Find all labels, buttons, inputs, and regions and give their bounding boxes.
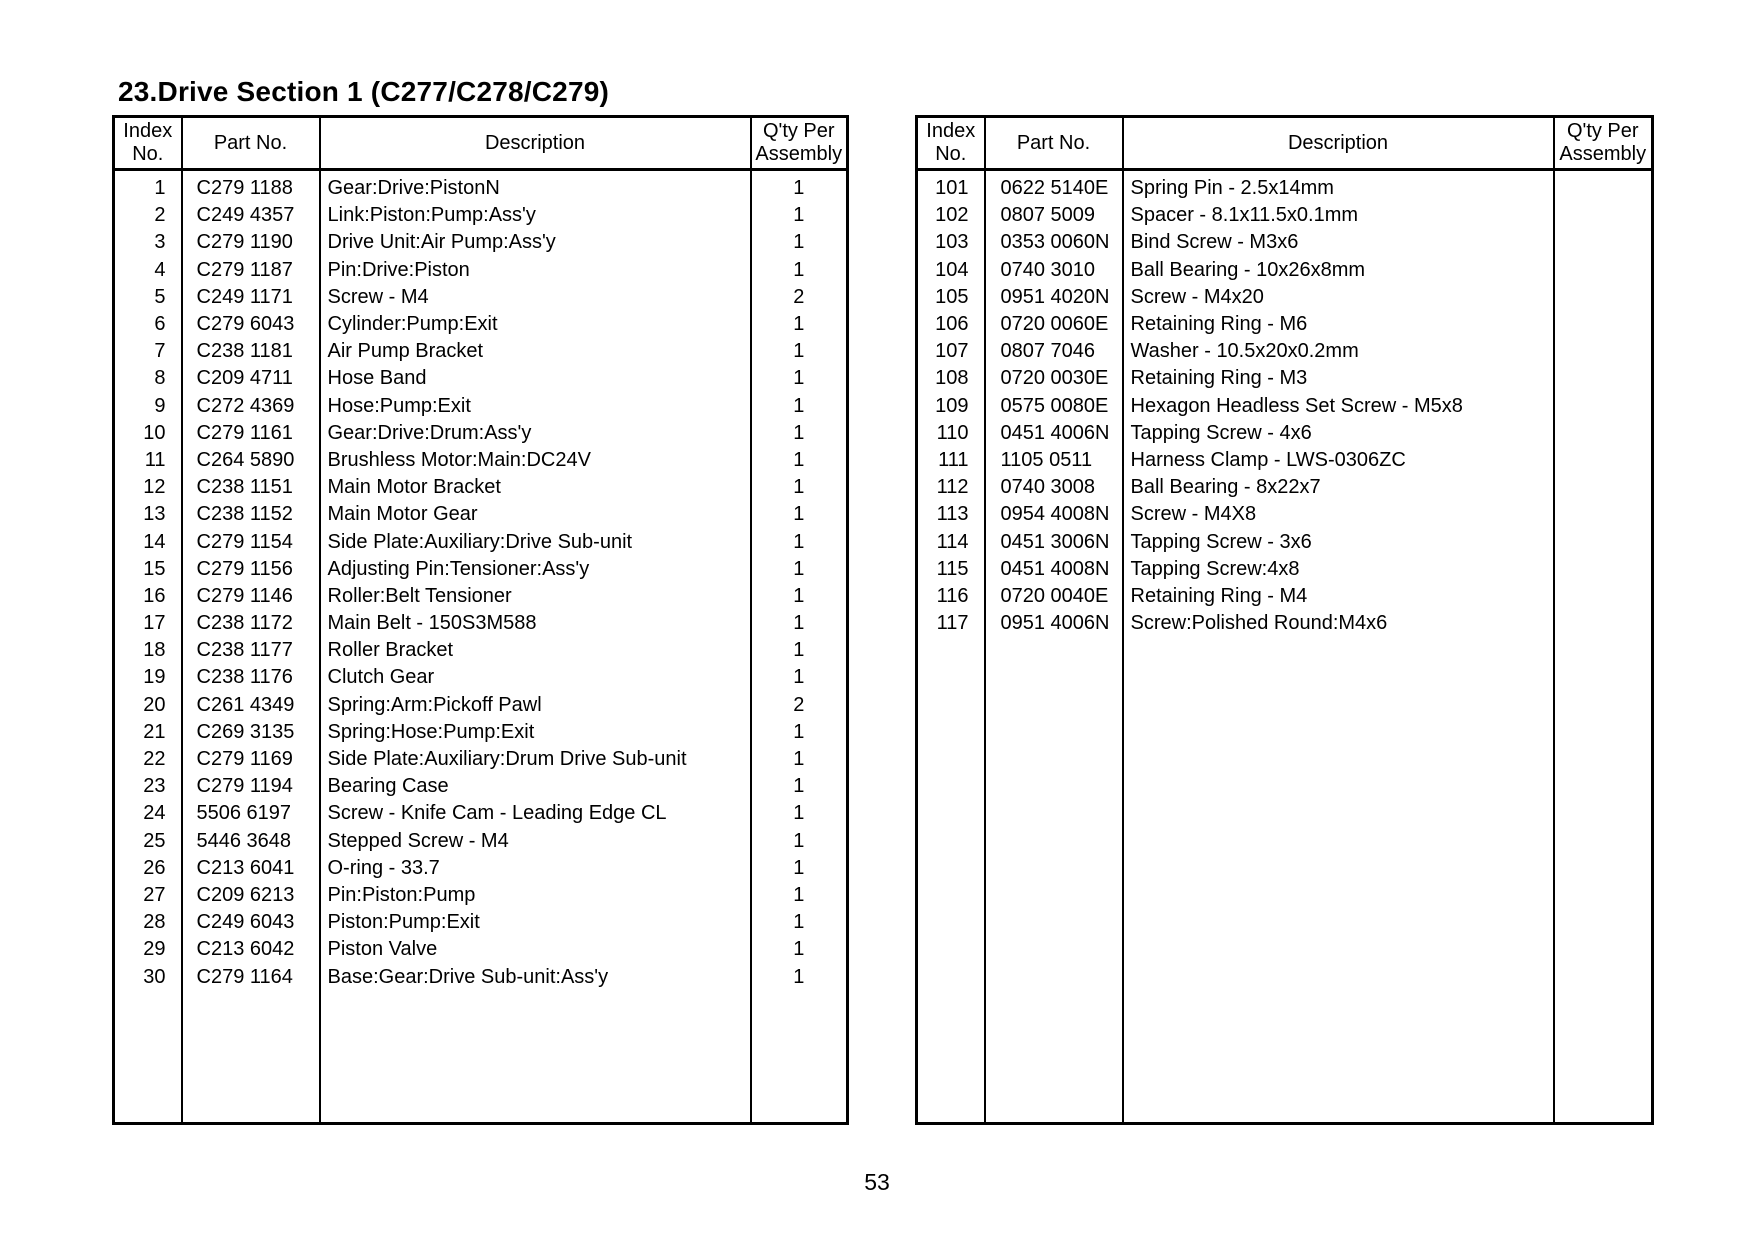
- qty-cell: 1: [751, 257, 848, 284]
- table-row: [114, 338, 848, 365]
- index-cell: 10: [143, 421, 166, 444]
- part-no-cell: 5446 3648: [182, 828, 320, 855]
- qty-cell: [1554, 311, 1653, 338]
- part-no-cell: C279 1154: [182, 528, 320, 555]
- table-row: [114, 637, 848, 664]
- description-cell: O-ring - 33.7: [320, 855, 751, 882]
- qty-cell: [1554, 556, 1653, 583]
- index-cell: 107: [935, 340, 969, 363]
- table-row: [114, 170, 848, 203]
- part-no-cell: C279 1190: [182, 229, 320, 256]
- part-no-cell: 0451 4006N: [985, 420, 1123, 447]
- table-filler-row: [917, 637, 1653, 1123]
- qty-cell: 1: [751, 936, 848, 963]
- table-row: [114, 828, 848, 855]
- part-no-cell: 5506 6197: [182, 800, 320, 827]
- description-cell: Screw - M4x20: [1123, 284, 1554, 311]
- index-cell: 3: [154, 231, 166, 254]
- index-cell: 24: [143, 802, 166, 825]
- parts-table-left: [112, 115, 849, 1125]
- description-cell: Spring Pin - 2.5x14mm: [1123, 170, 1554, 203]
- index-cell: 102: [935, 204, 969, 227]
- description-cell: Screw - M4: [320, 284, 751, 311]
- index-cell: 19: [143, 666, 166, 689]
- part-no-cell: C279 1194: [182, 773, 320, 800]
- index-cell: 109: [935, 394, 969, 417]
- index-cell: 2: [154, 204, 166, 227]
- index-cell: 18: [143, 639, 166, 662]
- table-row: [917, 583, 1653, 610]
- part-no-cell: 0451 3006N: [985, 528, 1123, 555]
- description-cell: Adjusting Pin:Tensioner:Ass'y: [320, 556, 751, 583]
- part-no-cell: C279 1188: [182, 170, 320, 203]
- header-part-no: Part No.: [182, 117, 320, 170]
- qty-cell: 1: [751, 311, 848, 338]
- table-row: [114, 882, 848, 909]
- part-no-cell: C279 1156: [182, 556, 320, 583]
- table-row: [917, 610, 1653, 637]
- index-cell: 5: [154, 285, 166, 308]
- index-cell: 113: [936, 503, 969, 526]
- index-cell: 15: [143, 557, 166, 580]
- index-cell: 29: [143, 938, 166, 961]
- description-cell: Brushless Motor:Main:DC24V: [320, 447, 751, 474]
- table-row: [917, 284, 1653, 311]
- table-row: [114, 909, 848, 936]
- qty-cell: 1: [751, 501, 848, 528]
- part-no-cell: 0951 4006N: [985, 610, 1123, 637]
- part-no-cell: 0720 0040E: [985, 583, 1123, 610]
- empty-cell: [320, 991, 751, 1124]
- table-header-row: [917, 117, 1653, 170]
- index-cell: 104: [935, 258, 969, 281]
- qty-cell: 1: [751, 746, 848, 773]
- qty-cell: [1554, 365, 1653, 392]
- index-cell: 108: [935, 367, 969, 390]
- qty-cell: 1: [751, 855, 848, 882]
- index-cell: 117: [936, 612, 969, 635]
- table-row: [917, 393, 1653, 420]
- qty-cell: 1: [751, 365, 848, 392]
- table-row: [917, 311, 1653, 338]
- description-cell: Tapping Screw - 3x6: [1123, 528, 1554, 555]
- index-cell: 21: [143, 720, 166, 743]
- description-cell: Bearing Case: [320, 773, 751, 800]
- qty-cell: [1554, 393, 1653, 420]
- part-no-cell: C269 3135: [182, 719, 320, 746]
- index-cell: 26: [143, 856, 166, 879]
- qty-cell: [1554, 474, 1653, 501]
- empty-cell: [182, 991, 320, 1124]
- qty-cell: [1554, 170, 1653, 203]
- index-cell: 101: [935, 177, 969, 200]
- index-cell: 17: [143, 612, 166, 635]
- table-row: [114, 556, 848, 583]
- part-no-cell: C279 1169: [182, 746, 320, 773]
- description-cell: Harness Clamp - LWS-0306ZC: [1123, 447, 1554, 474]
- index-cell: 9: [154, 394, 166, 417]
- table-row: [114, 610, 848, 637]
- description-cell: Side Plate:Auxiliary:Drum Drive Sub-unit: [320, 746, 751, 773]
- table-row: [917, 338, 1653, 365]
- index-cell: 114: [936, 530, 969, 553]
- description-cell: Pin:Drive:Piston: [320, 257, 751, 284]
- description-cell: Retaining Ring - M4: [1123, 583, 1554, 610]
- qty-cell: 1: [751, 773, 848, 800]
- table-row: [917, 528, 1653, 555]
- index-cell: 23: [143, 775, 166, 798]
- part-no-cell: 0575 0080E: [985, 393, 1123, 420]
- qty-cell: 1: [751, 420, 848, 447]
- table-row: [114, 746, 848, 773]
- description-cell: Retaining Ring - M3: [1123, 365, 1554, 392]
- index-cell: 27: [143, 883, 166, 906]
- qty-cell: 1: [751, 474, 848, 501]
- qty-cell: [1554, 284, 1653, 311]
- qty-cell: 1: [751, 338, 848, 365]
- parts-table-right: [915, 115, 1654, 1125]
- description-cell: Stepped Screw - M4: [320, 828, 751, 855]
- part-no-cell: C272 4369: [182, 393, 320, 420]
- description-cell: Link:Piston:Pump:Ass'y: [320, 202, 751, 229]
- empty-cell: [1123, 637, 1554, 1123]
- description-cell: Spring:Arm:Pickoff Pawl: [320, 692, 751, 719]
- description-cell: Hose Band: [320, 365, 751, 392]
- qty-cell: [1554, 501, 1653, 528]
- index-cell: 112: [936, 476, 969, 499]
- empty-cell: [751, 991, 848, 1124]
- part-no-cell: 0353 0060N: [985, 229, 1123, 256]
- table-row: [114, 963, 848, 990]
- table-row: [114, 936, 848, 963]
- part-no-cell: 0807 7046: [985, 338, 1123, 365]
- qty-cell: 2: [751, 692, 848, 719]
- table-row: [114, 420, 848, 447]
- description-cell: Roller:Belt Tensioner: [320, 583, 751, 610]
- description-cell: Spring:Hose:Pump:Exit: [320, 719, 751, 746]
- index-cell: 30: [143, 965, 166, 988]
- qty-cell: 1: [751, 800, 848, 827]
- table-row: [114, 284, 848, 311]
- empty-cell: [985, 637, 1123, 1123]
- description-cell: Side Plate:Auxiliary:Drive Sub-unit: [320, 528, 751, 555]
- index-cell: 28: [143, 911, 166, 934]
- table-row: [917, 556, 1653, 583]
- description-cell: Retaining Ring - M6: [1123, 311, 1554, 338]
- qty-cell: 1: [751, 583, 848, 610]
- qty-cell: 2: [751, 284, 848, 311]
- description-cell: Piston Valve: [320, 936, 751, 963]
- qty-cell: [1554, 528, 1653, 555]
- qty-cell: [1554, 202, 1653, 229]
- description-cell: Tapping Screw:4x8: [1123, 556, 1554, 583]
- description-cell: Air Pump Bracket: [320, 338, 751, 365]
- description-cell: Gear:Drive:Drum:Ass'y: [320, 420, 751, 447]
- index-cell: 4: [154, 258, 166, 281]
- part-no-cell: C249 6043: [182, 909, 320, 936]
- qty-cell: 1: [751, 170, 848, 203]
- empty-cell: [1554, 637, 1653, 1123]
- part-no-cell: C279 1164: [182, 963, 320, 990]
- part-no-cell: C279 1146: [182, 583, 320, 610]
- table-filler-row: [114, 991, 848, 1124]
- part-no-cell: C238 1152: [182, 501, 320, 528]
- part-no-cell: C238 1176: [182, 664, 320, 691]
- part-no-cell: C238 1181: [182, 338, 320, 365]
- index-cell: 25: [143, 829, 166, 852]
- header-index: Index No.: [114, 117, 182, 170]
- description-cell: Pin:Piston:Pump: [320, 882, 751, 909]
- part-no-cell: C209 4711: [182, 365, 320, 392]
- qty-cell: [1554, 229, 1653, 256]
- index-cell: 111: [938, 448, 969, 471]
- table-row: [114, 202, 848, 229]
- index-cell: 106: [935, 313, 969, 336]
- part-no-cell: C249 1171: [182, 284, 320, 311]
- qty-cell: 1: [751, 556, 848, 583]
- table-row: [114, 447, 848, 474]
- index-cell: 110: [936, 421, 969, 444]
- description-cell: Washer - 10.5x20x0.2mm: [1123, 338, 1554, 365]
- header-description: Description: [1123, 117, 1554, 170]
- description-cell: Screw - M4X8: [1123, 501, 1554, 528]
- index-cell: 16: [143, 584, 166, 607]
- description-cell: Ball Bearing - 8x22x7: [1123, 474, 1554, 501]
- part-no-cell: C238 1172: [182, 610, 320, 637]
- description-cell: Base:Gear:Drive Sub-unit:Ass'y: [320, 963, 751, 990]
- part-no-cell: C279 1161: [182, 420, 320, 447]
- part-no-cell: 1105 0511: [985, 447, 1123, 474]
- empty-cell: [114, 991, 182, 1124]
- qty-cell: 1: [751, 637, 848, 664]
- empty-cell: [917, 637, 985, 1123]
- table-row: [114, 528, 848, 555]
- table-row: [917, 501, 1653, 528]
- table-row: [917, 447, 1653, 474]
- part-no-cell: 0622 5140E: [985, 170, 1123, 203]
- index-cell: 12: [143, 476, 166, 499]
- table-row: [114, 229, 848, 256]
- qty-cell: 1: [751, 229, 848, 256]
- index-cell: 14: [143, 530, 166, 553]
- header-index: Index No.: [917, 117, 985, 170]
- table-row: [114, 692, 848, 719]
- description-cell: Main Belt - 150S3M588: [320, 610, 751, 637]
- description-cell: Screw - Knife Cam - Leading Edge CL: [320, 800, 751, 827]
- description-cell: Drive Unit:Air Pump:Ass'y: [320, 229, 751, 256]
- part-no-cell: C279 1187: [182, 257, 320, 284]
- description-cell: Spacer - 8.1x11.5x0.1mm: [1123, 202, 1554, 229]
- qty-cell: 1: [751, 610, 848, 637]
- table-row: [114, 501, 848, 528]
- qty-cell: [1554, 583, 1653, 610]
- qty-cell: [1554, 447, 1653, 474]
- description-cell: Cylinder:Pump:Exit: [320, 311, 751, 338]
- part-no-cell: 0951 4020N: [985, 284, 1123, 311]
- description-cell: Roller Bracket: [320, 637, 751, 664]
- qty-cell: [1554, 338, 1653, 365]
- qty-cell: 1: [751, 664, 848, 691]
- index-cell: 7: [154, 340, 166, 363]
- description-cell: Gear:Drive:PistonN: [320, 170, 751, 203]
- index-cell: 6: [154, 313, 166, 336]
- index-cell: 11: [144, 448, 166, 471]
- table-row: [917, 365, 1653, 392]
- header-part-no: Part No.: [985, 117, 1123, 170]
- part-no-cell: 0720 0060E: [985, 311, 1123, 338]
- table-row: [114, 664, 848, 691]
- index-cell: 105: [935, 285, 969, 308]
- part-no-cell: C213 6042: [182, 936, 320, 963]
- table-row: [114, 773, 848, 800]
- qty-cell: 1: [751, 447, 848, 474]
- table-row: [114, 583, 848, 610]
- page-number: 53: [864, 1169, 890, 1195]
- index-cell: 13: [143, 503, 166, 526]
- part-no-cell: 0740 3008: [985, 474, 1123, 501]
- part-no-cell: C261 4349: [182, 692, 320, 719]
- qty-cell: 1: [751, 393, 848, 420]
- qty-cell: 1: [751, 719, 848, 746]
- qty-cell: 1: [751, 882, 848, 909]
- description-cell: Clutch Gear: [320, 664, 751, 691]
- description-cell: Hexagon Headless Set Screw - M5x8: [1123, 393, 1554, 420]
- table-row: [114, 311, 848, 338]
- table-row: [917, 229, 1653, 256]
- part-no-cell: C238 1177: [182, 637, 320, 664]
- part-no-cell: C264 5890: [182, 447, 320, 474]
- description-cell: Hose:Pump:Exit: [320, 393, 751, 420]
- page-title: 23.Drive Section 1 (C277/C278/C279): [118, 76, 610, 107]
- header-qty: Q'ty Per Assembly: [751, 117, 848, 170]
- table-row: [114, 393, 848, 420]
- table-row: [114, 365, 848, 392]
- qty-cell: 1: [751, 202, 848, 229]
- table-row: [114, 257, 848, 284]
- qty-cell: 1: [751, 528, 848, 555]
- index-cell: 8: [154, 367, 166, 390]
- description-cell: Main Motor Gear: [320, 501, 751, 528]
- table-header-row: [114, 117, 848, 170]
- header-qty: Q'ty Per Assembly: [1554, 117, 1653, 170]
- table-row: [114, 719, 848, 746]
- index-cell: 116: [936, 584, 969, 607]
- table-row: [917, 420, 1653, 447]
- index-cell: 1: [154, 177, 166, 200]
- table-row: [917, 202, 1653, 229]
- table-row: [917, 170, 1653, 203]
- qty-cell: [1554, 257, 1653, 284]
- table-row: [114, 855, 848, 882]
- table-row: [114, 474, 848, 501]
- description-cell: Piston:Pump:Exit: [320, 909, 751, 936]
- part-no-cell: 0954 4008N: [985, 501, 1123, 528]
- table-row: [917, 474, 1653, 501]
- description-cell: Ball Bearing - 10x26x8mm: [1123, 257, 1554, 284]
- part-no-cell: C213 6041: [182, 855, 320, 882]
- index-cell: 20: [143, 693, 166, 716]
- part-no-cell: C279 6043: [182, 311, 320, 338]
- description-cell: Main Motor Bracket: [320, 474, 751, 501]
- description-cell: Tapping Screw - 4x6: [1123, 420, 1554, 447]
- index-cell: 103: [935, 231, 969, 254]
- description-cell: Bind Screw - M3x6: [1123, 229, 1554, 256]
- part-no-cell: 0720 0030E: [985, 365, 1123, 392]
- index-cell: 22: [143, 748, 166, 771]
- description-cell: Screw:Polished Round:M4x6: [1123, 610, 1554, 637]
- part-no-cell: 0451 4008N: [985, 556, 1123, 583]
- part-no-cell: C249 4357: [182, 202, 320, 229]
- table-row: [917, 257, 1653, 284]
- qty-cell: 1: [751, 828, 848, 855]
- part-no-cell: 0807 5009: [985, 202, 1123, 229]
- header-description: Description: [320, 117, 751, 170]
- qty-cell: [1554, 610, 1653, 637]
- part-no-cell: 0740 3010: [985, 257, 1123, 284]
- qty-cell: 1: [751, 963, 848, 990]
- qty-cell: 1: [751, 909, 848, 936]
- qty-cell: [1554, 420, 1653, 447]
- table-row: [114, 800, 848, 827]
- part-no-cell: C209 6213: [182, 882, 320, 909]
- index-cell: 115: [936, 557, 969, 580]
- part-no-cell: C238 1151: [182, 474, 320, 501]
